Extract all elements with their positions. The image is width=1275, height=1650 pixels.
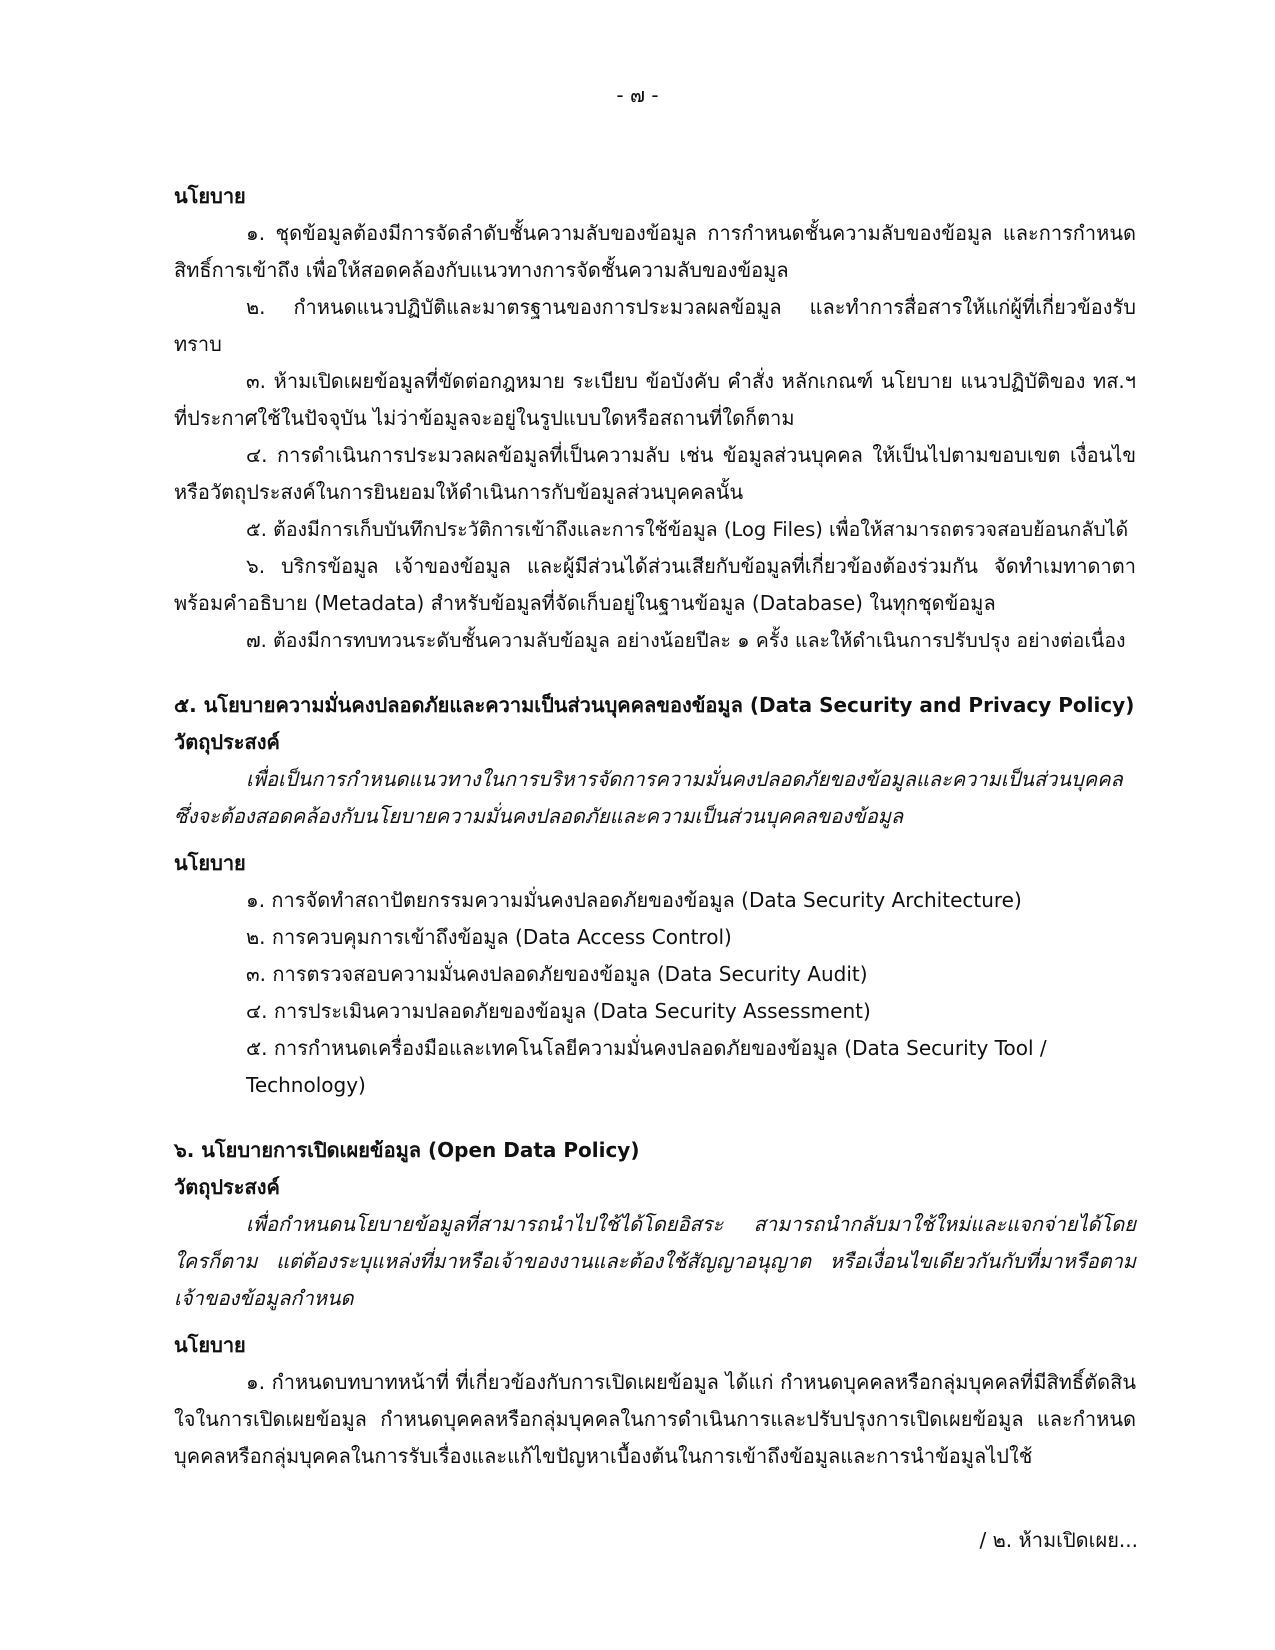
section-5-item-1: ๑. การจัดทำสถาปัตยกรรมความมั่นคงปลอดภัยของข้อมูล (Data Security Architecture) xyxy=(246,888,1022,912)
section-5-item-4: ๔. การประเมินความปลอดภัยของข้อมูล (Data Security Assessment) xyxy=(246,999,871,1023)
page-number: - ๗ - xyxy=(616,83,659,107)
section-5-title: ๕. นโยบายความมั่นคงปลอดภัยและความเป็นส่วนบุคคลของข้อมูล (Data Security and Privacy Policy) xyxy=(174,693,1135,717)
policy-item-5: ๕. ต้องมีการเก็บบันทึกประวัติการเข้าถึงและการใช้ข้อมูล (Log Files) เพื่อให้สามารถตรวจสอบย้อนกลับได้ xyxy=(246,518,1129,541)
section-5-item-2: ๒. การควบคุมการเข้าถึงข้อมูล (Data Access Control) xyxy=(246,925,732,949)
policy-item-6: ๖. บริกรข้อมูล เจ้าของข้อมูล และผู้มีส่วนได้ส่วนเสียกับข้อมูลที่เกี่ยวข้องต้องร่วมกัน จัดทำเมทาดาตาพร้อมคำอธิบาย (Metadata) สำหรับข้อมูลที่จัดเก็บอยู่ในฐานข้อมูล (Database) ในทุกชุดข้อมูล xyxy=(174,554,1136,615)
section-6-title: ๖. นโยบายการเปิดเผยข้อมูล (Open Data Policy) xyxy=(174,1138,640,1162)
section-6-item-1: ๑. กำหนดบทบาทหน้าที่ ที่เกี่ยวข้องกับการเปิดเผยข้อมูล ได้แก่ กำหนดบุคคลหรือกลุ่มบุคคลที่มีสิทธิ์ตัดสินใจในการเปิดเผยข้อมูล กำหนดบุคคลหรือกลุ่มบุคคลในการดำเนินการและปรับปรุงการเปิดเผยข้อมูล และกำหนดบุคคลหรือกลุ่มบุคคลในการรับเรื่องและแก้ไขปัญหาเบื้องต้นในการเข้าถึงข้อมูลและการนำข้อมูลไปใช้ xyxy=(174,1370,1136,1468)
policy-item-7: ๗. ต้องมีการทบทวนระดับชั้นความลับข้อมูล อย่างน้อยปีละ ๑ ครั้ง และให้ดำเนินการปรับปรุง อย่างต่อเนื่อง xyxy=(246,629,1126,652)
document-body xyxy=(174,178,1136,1475)
section-6-policy-heading: นโยบาย xyxy=(174,1333,246,1357)
policy-item-3: ๓. ห้ามเปิดเผยข้อมูลที่ขัดต่อกฎหมาย ระเบียบ ข้อบังคับ คำสั่ง หลักเกณฑ์ นโยบาย แนวปฏิบัติของ ทส.ฯ ที่ประกาศใช้ในปัจจุบัน ไม่ว่าข้อมูลจะอยู่ในรูปแบบใดหรือสถานที่ใดก็ตาม xyxy=(174,369,1136,430)
policy-item-2: ๒. กำหนดแนวปฏิบัติและมาตรฐานของการประมวลผลข้อมูล และทำการสื่อสารให้แก่ผู้ที่เกี่ยวข้องรับทราบ xyxy=(174,295,1136,356)
policy-item-1: ๑. ชุดข้อมูลต้องมีการจัดลำดับชั้นความลับของข้อมูล การกำหนดชั้นความลับของข้อมูล และการกำหนดสิทธิ์การเข้าถึง เพื่อให้สอดคล้องกับแนวทางการจัดชั้นความลับของข้อมูล xyxy=(174,221,1136,282)
footer-continuation: / ๒. ห้ามเปิดเผย... xyxy=(979,1528,1138,1552)
policy-item-4: ๔. การดำเนินการประมวลผลข้อมูลที่เป็นความลับ เช่น ข้อมูลส่วนบุคคล ให้เป็นไปตามขอบเขต เงื่อนไขหรือวัตถุประสงค์ในการยินยอมให้ดำเนินการกับข้อมูลส่วนบุคคลนั้น xyxy=(174,443,1136,504)
section-5-policy-heading: นโยบาย xyxy=(174,851,246,875)
section-5-objective-text: เพื่อเป็นการกำหนดแนวทางในการบริหารจัดการความมั่นคงปลอดภัยของข้อมูลและความเป็นส่วนบุคคลซึ่งจะต้องสอดคล้องกับนโยบายความมั่นคงปลอดภัยและความเป็นส่วนบุคคลของข้อมูล xyxy=(174,767,1123,828)
section-5-item-5: ๕. การกำหนดเครื่องมือและเทคโนโลยีความมั่นคงปลอดภัยของข้อมูล (Data Security Tool / Technology) xyxy=(246,1036,1047,1097)
section-5-item-3: ๓. การตรวจสอบความมั่นคงปลอดภัยของข้อมูล (Data Security Audit) xyxy=(246,962,868,986)
policy-heading: นโยบาย xyxy=(174,184,246,208)
section-6-objective-text: เพื่อกำหนดนโยบายข้อมูลที่สามารถนำไปใช้ได้โดยอิสระ สามารถนำกลับมาใช้ใหม่และแจกจ่ายได้โดยใครก็ตาม แต่ต้องระบุแหล่งที่มาหรือเจ้าของงานและต้องใช้สัญญาอนุญาต หรือเงื่อนไขเดียวกันกับที่มาหรือตามเจ้าของข้อมูลกำหนด xyxy=(174,1212,1136,1310)
section-6-objective-heading: วัตถุประสงค์ xyxy=(174,1175,280,1199)
section-5-objective-heading: วัตถุประสงค์ xyxy=(174,730,280,754)
